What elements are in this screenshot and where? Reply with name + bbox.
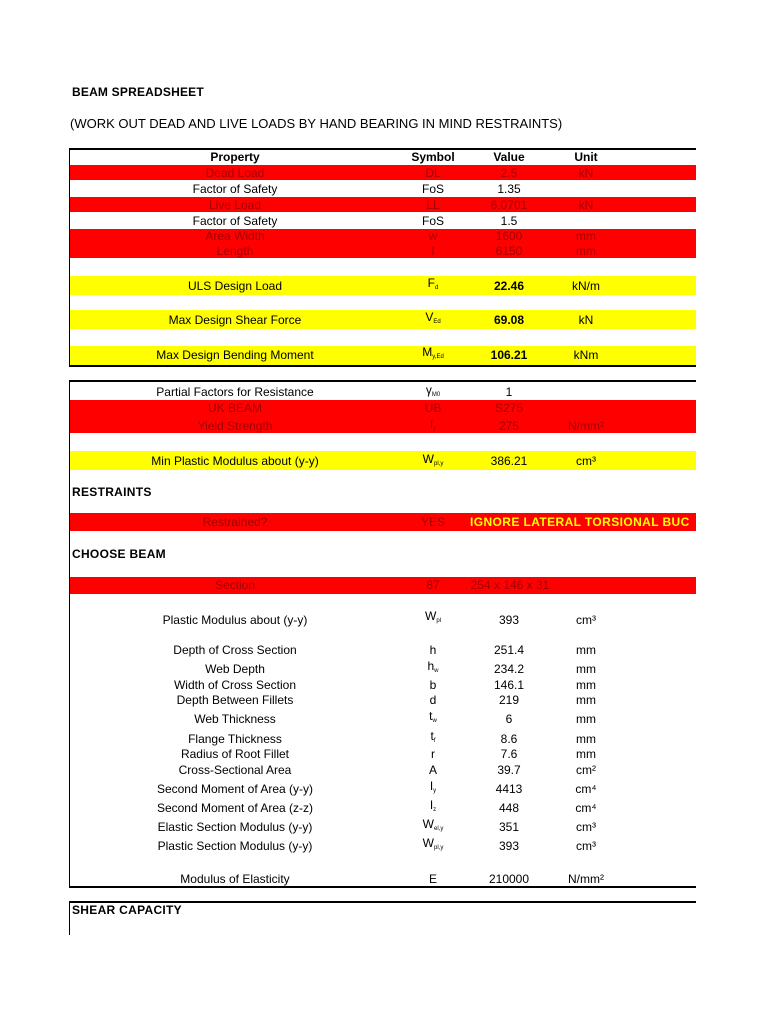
header-value: Value — [493, 150, 525, 164]
page-title: BEAM SPREADSHEET — [72, 85, 204, 99]
shear-capacity-left-border — [69, 901, 70, 935]
header-unit: Unit — [574, 150, 598, 164]
table2-top-border — [69, 380, 696, 382]
table2-bottom-border — [69, 886, 696, 888]
restraints-heading: RESTRAINTS — [72, 485, 152, 499]
restraints-note: IGNORE LATERAL TORSIONAL BUC — [470, 515, 690, 529]
choose-beam-heading: CHOOSE BEAM — [72, 547, 166, 561]
shear-capacity-heading: SHEAR CAPACITY — [72, 903, 182, 917]
header-symbol: Symbol — [411, 150, 455, 164]
table1-bottom-border — [69, 365, 696, 367]
header-property: Property — [210, 150, 260, 164]
page-subtitle: (WORK OUT DEAD AND LIVE LOADS BY HAND BEARING IN MIND RESTRAINTS) — [70, 116, 563, 131]
